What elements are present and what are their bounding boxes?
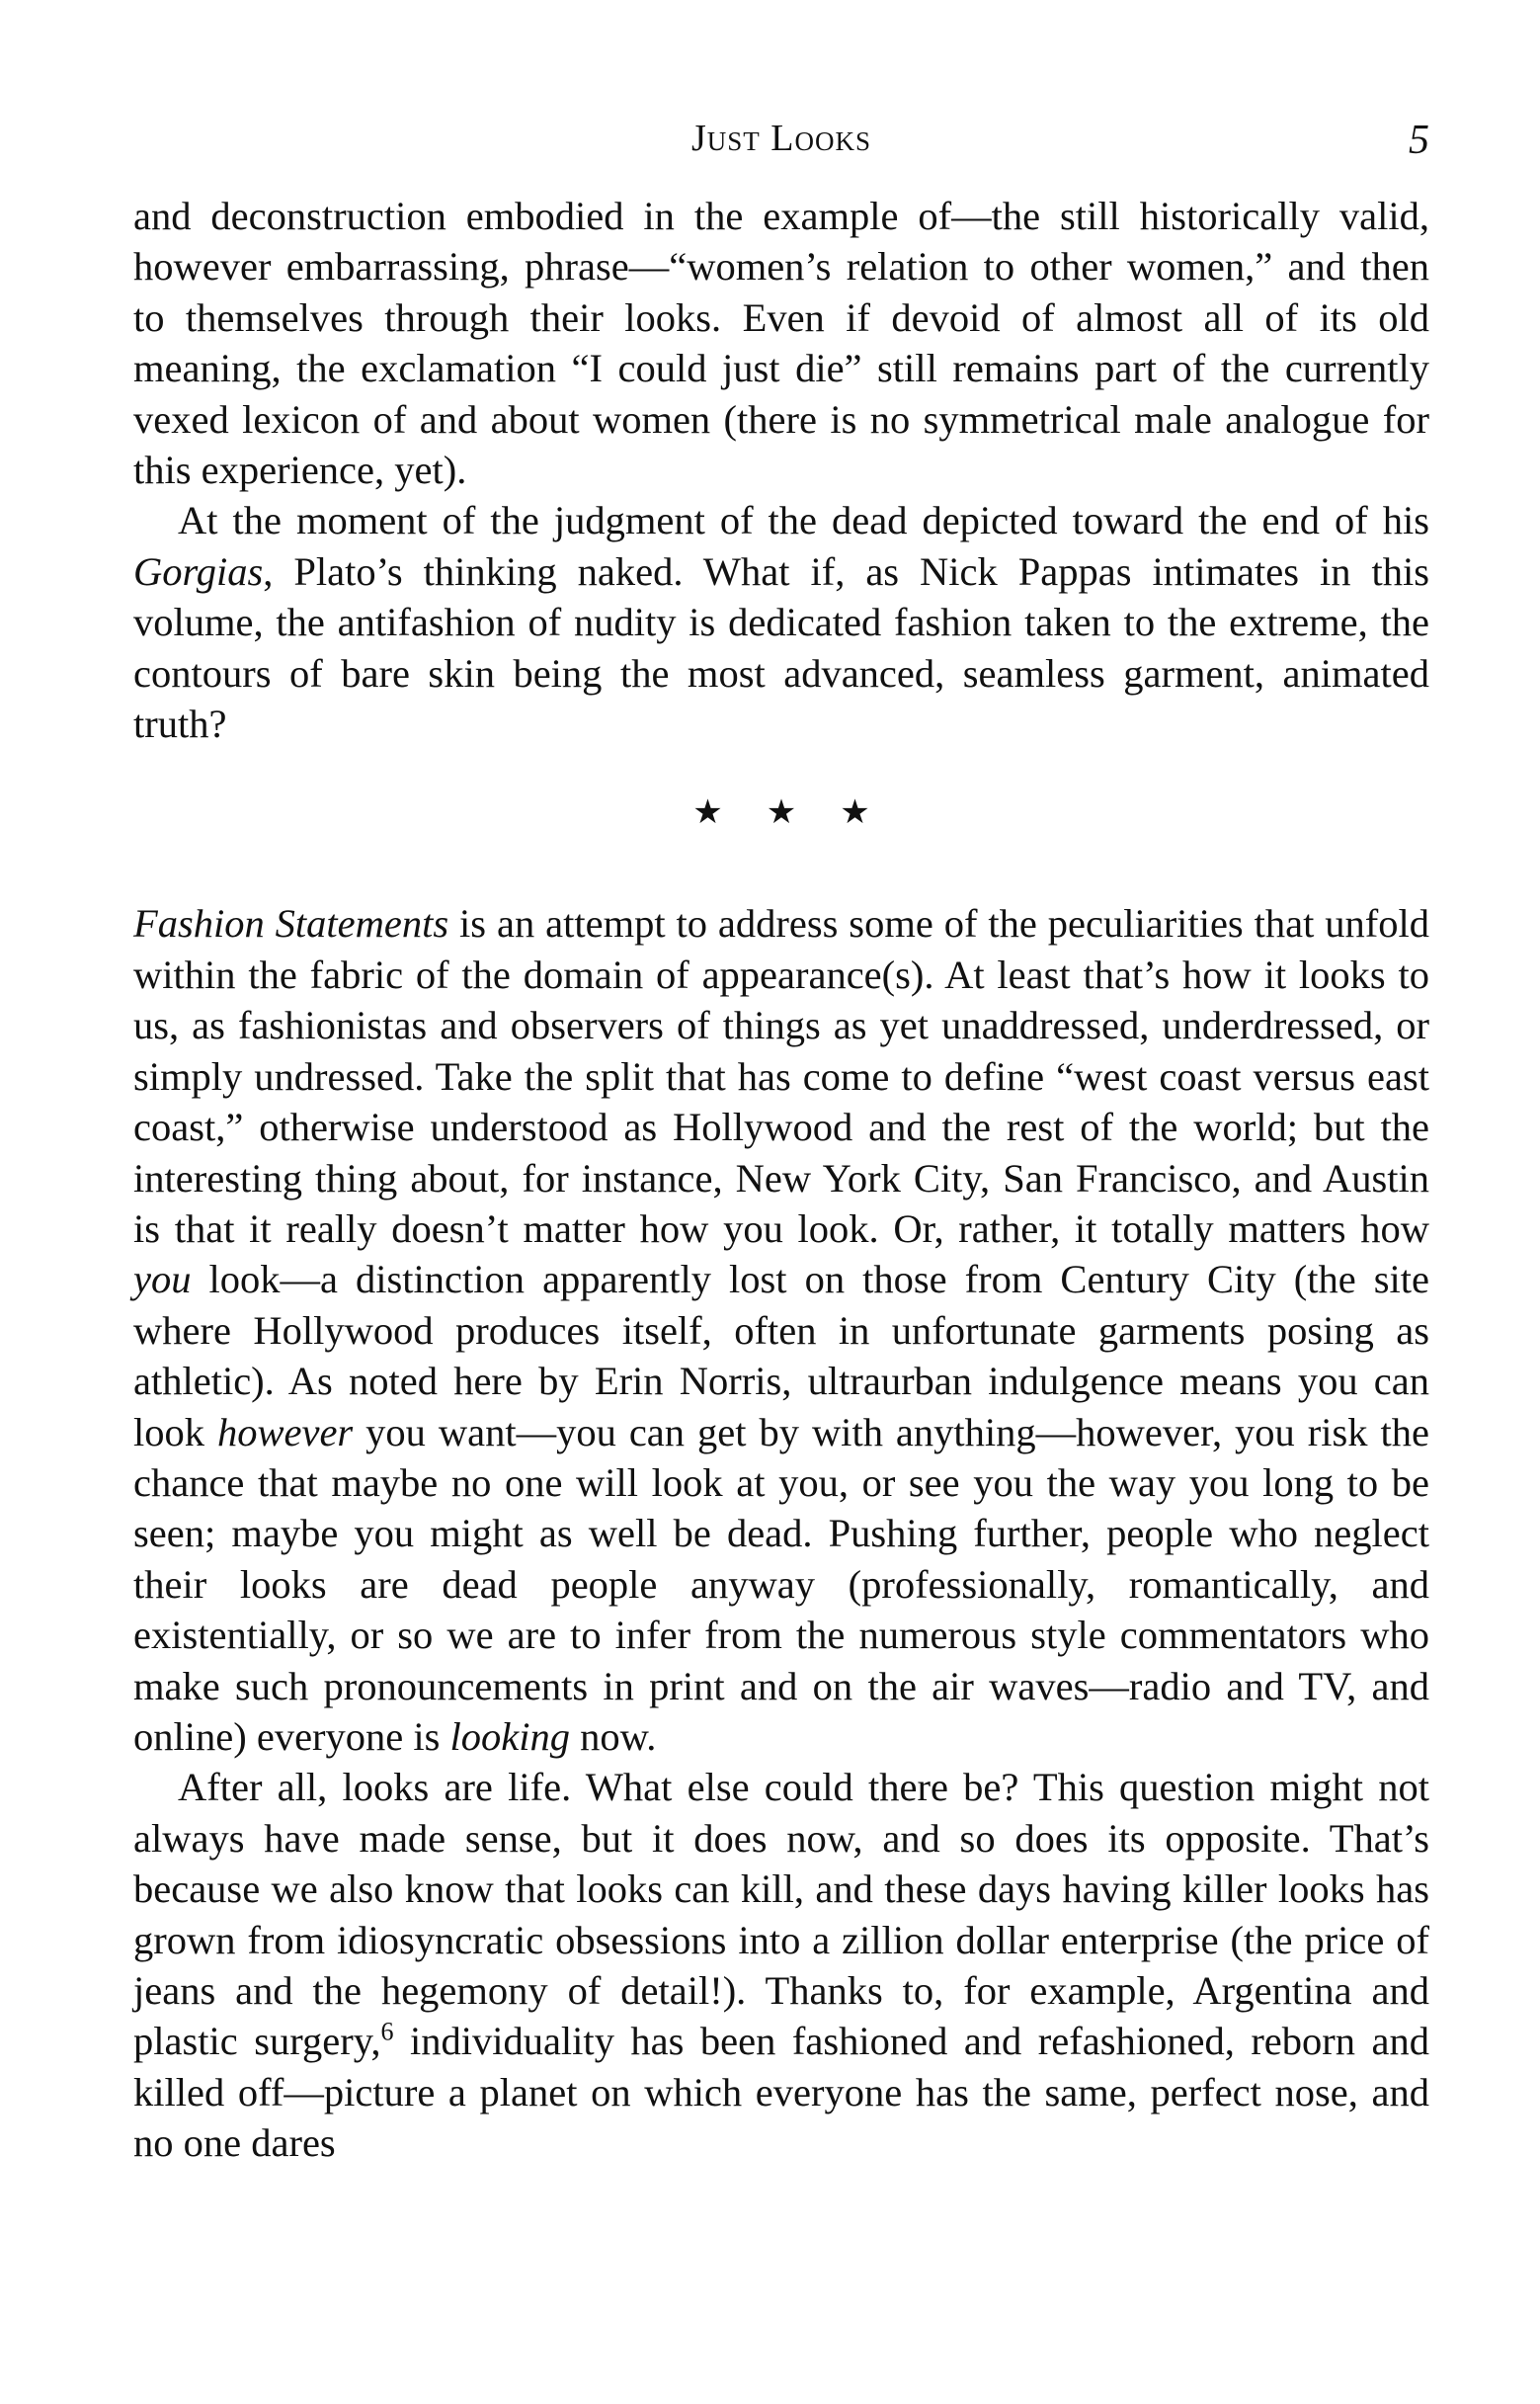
paragraph-3-text-a: is an attempt to address some of the peculiarities that unfold within the fabric of the domain of appearance(s). At least that’s how it looks to us, as fashionistas and observers of things as yet unaddressed, underdressed, or simply undressed. Take the split that has come to define “west coast versus east coast,” otherwise understood as Hollywood and the rest of the world; but the interesting thing about, for instance, New York City, San Francisco, and Austin is that it really doesn’t matter how you look. Or, rather, it totally matters how	[133, 901, 1429, 1251]
emphasis-however: however	[216, 1409, 354, 1454]
star-icon: ★	[766, 794, 797, 832]
paragraph-4-text-b: individuality has been fashioned and refashioned, reborn and killed off—picture a planet on which everyone has the same, perfect nose, and no one dares	[133, 2019, 1429, 2166]
paragraph-1	[133, 191, 1429, 495]
section-break	[133, 792, 1429, 843]
running-head	[133, 117, 1429, 176]
emphasis-you: you	[133, 1257, 192, 1302]
paragraph-4-text-a: After all, looks are life. What else could there be? This question might not always have made sense, but it does now, and so does its opposite. That’s because we also know that looks can kill, and these days having killer looks has grown from idiosyncratic obsessions into a zillion dollar enterprise (the price of jeans and the hegemony of detail!). Thanks to, for example, Argentina and plastic surgery,	[133, 1765, 1429, 2064]
paragraph-1-text: and deconstruction embodied in the example of—the still historically valid, however embarrassing, phrase—“women’s relation to other women,” and then to themselves through their looks. Even if devoid of almost all of its old meaning, the exclamation “I could just die” still remains part of the currently vexed lexicon of and about women (there is no symmetrical male analogue for this experience, yet).	[133, 194, 1429, 493]
paragraph-2-text-a: At the moment of the judgment of the dead depicted toward the end of his	[178, 498, 1429, 543]
star-icon: ★	[840, 794, 870, 832]
paragraph-4	[133, 1762, 1429, 2168]
paragraph-3	[133, 898, 1429, 1762]
paragraph-3-text-b: look—a distinction apparently lost on those from Century City (the site where Hollywood produces itself, often in unfortunate garments posing as athletic). As noted here by Erin Norris, ultraurban indulgence means you can look	[133, 1257, 1429, 1454]
emphasis-looking: looking	[449, 1713, 571, 1759]
title-gorgias: Gorgias	[133, 548, 264, 594]
page-number: 5	[1409, 118, 1429, 163]
body-text	[133, 191, 1429, 2169]
running-title: Just Looks	[690, 118, 872, 159]
paragraph-2	[133, 495, 1429, 749]
paragraph-2-text-b: , Plato’s thinking naked. What if, as Nick Pappas intimates in this volume, the antifashion of nudity is dedicated fashion taken to the extreme, the contours of bare skin being the most advanced, seamless garment, animated truth?	[133, 548, 1429, 747]
title-fashion-statements: Fashion Statements	[133, 901, 449, 947]
star-icon: ★	[692, 794, 723, 832]
paragraph-3-text-c: you want—you can get by with anything—however, you risk the chance that maybe no one will look at you, or see you the way you long to be seen; maybe you might as well be dead. Pushing further, people who neglect their looks are dead people anyway (professionally, romantically, and existentially, or so we are to infer from the numerous style commentators who make such pronouncements in print and on the air waves—radio and TV, and online) everyone is	[133, 1409, 1429, 1759]
footnote-marker: 6	[380, 2017, 394, 2046]
paragraph-3-text-d: now.	[570, 1713, 657, 1759]
